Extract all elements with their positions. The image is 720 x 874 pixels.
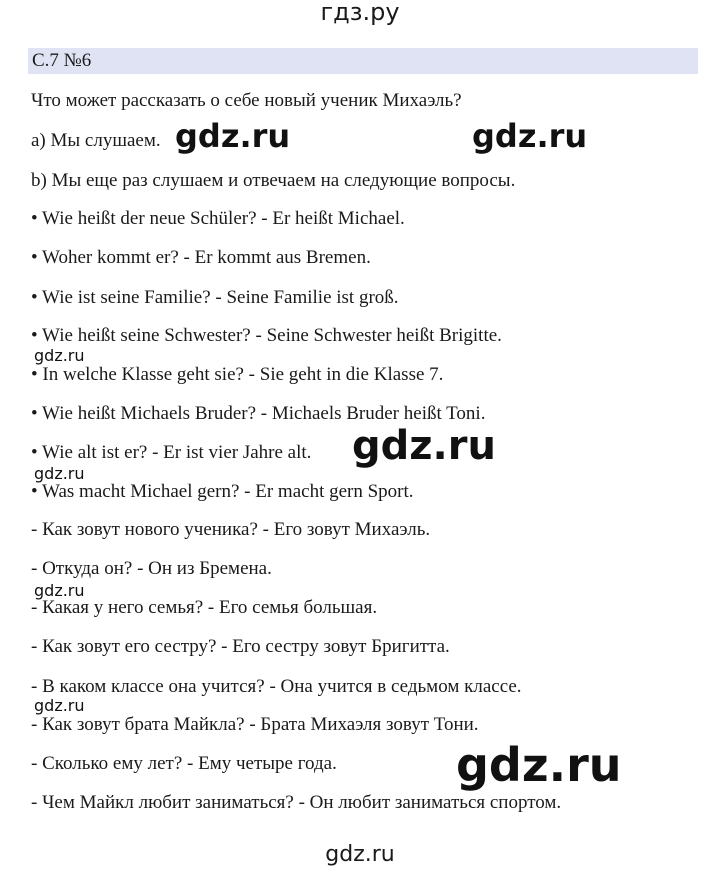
german-qa-line: • Was macht Michael gern? - Er macht gern Sport. [31,481,414,502]
russian-qa-line: - Чем Майкл любит заниматься? - Он любит заниматься спортом. [31,792,562,813]
german-qa-line: • Wie ist seine Familie? - Seine Familie ist groß. [31,287,399,308]
german-qa-line: • Wie alt ist er? - Er ist vier Jahre alt. [31,442,312,463]
russian-qa-line: - Как зовут нового ученика? - Его зовут Михаэль. [31,519,431,540]
russian-qa-line: - Как зовут брата Майкла? - Брата Михаэля зовут Тони. [31,714,479,735]
russian-qa-line: - В каком классе она учится? - Она учится в седьмом классе. [31,676,522,697]
question-line: Что может рассказать о себе новый ученик Михаэль? [31,90,462,111]
answer-line-b: b) Мы еще раз слушаем и отвечаем на следующие вопросы. [31,170,516,191]
russian-qa-line: - Какая у него семья? - Его семья большая. [31,597,378,618]
site-footer-title: gdz.ru [325,842,395,867]
german-qa-line: • In welche Klasse geht sie? - Sie geht in die Klasse 7. [31,364,444,385]
watermark: gdz.ru [34,346,85,365]
german-qa-line: • Wie heißt Michaels Bruder? - Michaels Bruder heißt Toni. [31,403,486,424]
russian-qa-line: - Как зовут его сестру? - Его сестру зовут Бригитта. [31,636,450,657]
answer-line-a: a) Мы слушаем. [31,130,161,151]
watermark: gdz.ru [456,738,622,792]
task-label: С.7 №6 [32,50,92,71]
russian-qa-line: - Сколько ему лет? - Ему четыре года. [31,753,337,774]
watermark: gdz.ru [34,696,85,715]
watermark: gdz.ru [175,117,291,155]
german-qa-line: • Wie heißt seine Schwester? - Seine Schwester heißt Brigitte. [31,325,502,346]
watermark: gdz.ru [352,423,496,469]
watermark: gdz.ru [34,464,85,483]
russian-qa-line: - Откуда он? - Он из Бремена. [31,558,272,579]
german-qa-line: • Woher kommt er? - Er kommt aus Bremen. [31,247,371,268]
german-qa-line: • Wie heißt der neue Schüler? - Er heißt Michael. [31,208,405,229]
site-header-title: гдз.ру [320,0,400,26]
watermark: gdz.ru [34,581,85,600]
task-header-bar [28,48,698,74]
watermark: gdz.ru [472,117,588,155]
